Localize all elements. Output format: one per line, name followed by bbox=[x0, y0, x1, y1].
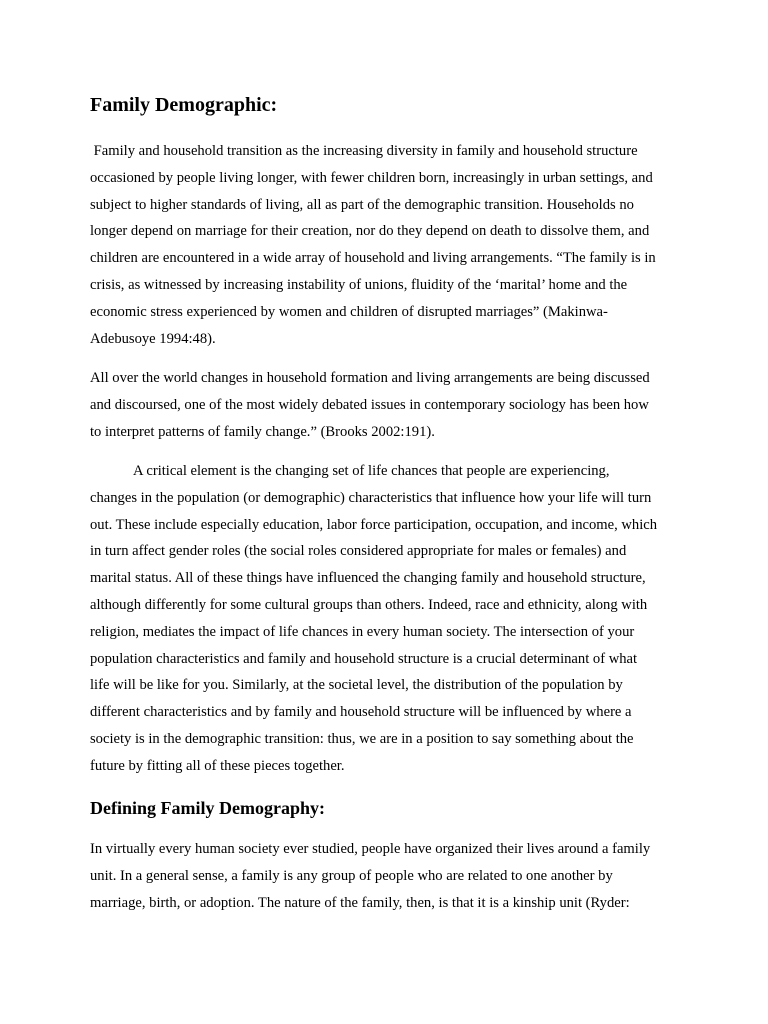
paragraph-line: to interpret patterns of family change.” (Brooks 2002:191). bbox=[90, 423, 435, 440]
paragraph-line: subject to higher standards of living, all as part of the demographic transition. Households no bbox=[90, 196, 634, 213]
paragraph-line: in turn affect gender roles (the social roles considered appropriate for males or females) and bbox=[90, 543, 627, 560]
paragraph-line: A critical element is the changing set of life chances that people are experiencing, bbox=[90, 463, 610, 479]
paragraph-line: occasioned by people living longer, with fewer children born, increasingly in urban settings, and bbox=[90, 169, 653, 186]
paragraph-line: future by fitting all of these pieces together. bbox=[90, 757, 345, 774]
paragraph-family-household-transition bbox=[90, 138, 680, 352]
paragraph-line: longer depend on marriage for their creation, nor do they depend on death to dissolve them, and bbox=[90, 223, 650, 240]
paragraph-line: marriage, birth, or adoption. The nature of the family, then, is that it is a kinship unit (Ryder: bbox=[90, 894, 630, 911]
paragraph-line: crisis, as witnessed by increasing instability of unions, fluidity of the ‘marital’ home and the bbox=[90, 276, 628, 293]
paragraph-line: Adebusoye 1994:48). bbox=[90, 330, 216, 347]
paragraph-line: economic stress experienced by women and children of disrupted marriages” (Makinwa- bbox=[90, 303, 608, 320]
paragraph-line: out. These include especially education, labor force participation, occupation, and income, which bbox=[90, 516, 658, 533]
paragraph-line: different characteristics and by family and household structure will be influenced by where a bbox=[90, 704, 632, 721]
paragraph-line: although differently for some cultural groups than others. Indeed, race and ethnicity, along with bbox=[90, 596, 648, 613]
paragraph-line: changes in the population (or demographic) characteristics that influence how your life will turn bbox=[90, 489, 652, 506]
paragraph-line: marital status. All of these things have influenced the changing family and household structure, bbox=[90, 570, 646, 587]
paragraph-line: society is in the demographic transition: thus, we are in a position to say something about the bbox=[90, 730, 634, 747]
paragraph-line: religion, mediates the impact of life chances in every human society. The intersection of your bbox=[90, 623, 635, 640]
paragraph-line: and discoursed, one of the most widely debated issues in contemporary sociology has been how bbox=[90, 396, 649, 413]
paragraph-line: population characteristics and family and household structure is a crucial determinant of what bbox=[90, 650, 638, 667]
section-heading-family-demographic: Family Demographic: bbox=[90, 94, 278, 116]
paragraph-critical-element bbox=[90, 458, 680, 780]
paragraph-line: Family and household transition as the increasing diversity in family and household structure bbox=[90, 143, 638, 159]
paragraph-line: children are encountered in a wide array of household and living arrangements. “The family is in bbox=[90, 250, 656, 267]
paragraph-world-changes bbox=[90, 365, 680, 445]
paragraph-line: life will be like for you. Similarly, at the societal level, the distribution of the population by bbox=[90, 677, 623, 694]
paragraph-line: In virtually every human society ever studied, people have organized their lives around a family bbox=[90, 841, 651, 857]
paragraph-virtually-every-society bbox=[90, 836, 680, 916]
section-heading-defining-family-demography: Defining Family Demography: bbox=[90, 798, 325, 818]
paragraph-line: unit. In a general sense, a family is any group of people who are related to one another by bbox=[90, 867, 613, 884]
paragraph-line: All over the world changes in household formation and living arrangements are being discussed bbox=[90, 370, 650, 386]
